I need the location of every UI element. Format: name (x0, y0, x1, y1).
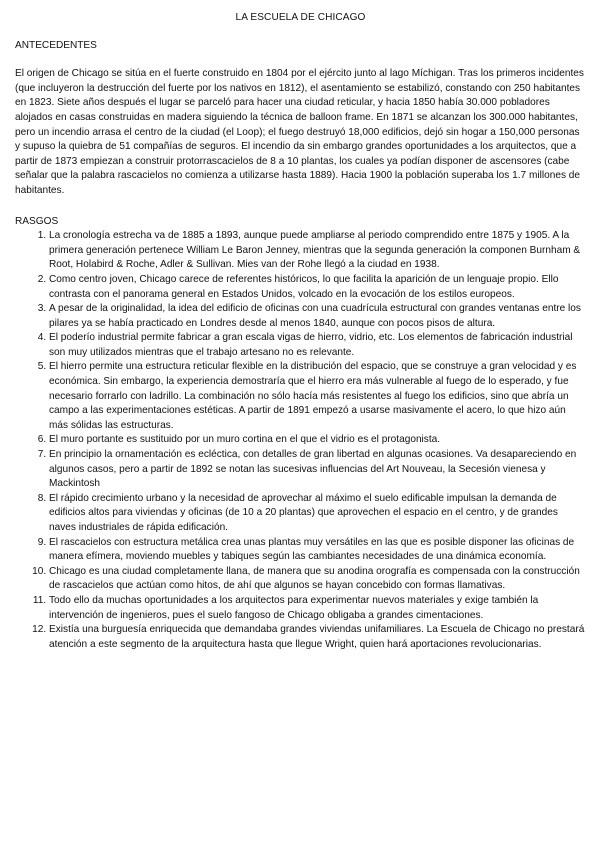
list-item: 11. Todo ello da muchas oportunidades a los arquitectos para experimentar nuevos materiales y exige también la intervención de ingenieros, pues el suelo fangoso de Chicago obligaba a grandes cimentaciones. (49, 594, 586, 623)
list-item: 5. El hierro permite una estructura reticular flexible en la distribución del espacio, que se construye a gran velocidad y es económica. Sin embargo, la experiencia demostraría que el hierro era más vulnerable al fuego de lo esperado, y fue necesario forrarlo con ladrillo. La combinación no sólo hacía más resistentes al fuego los edificios, sino que abría un campo a las experimentaciones estéticas. A partir de 1891 empezó a usarse masivamente el acero, lo que hizo aún más sólidas las estructuras. (49, 360, 586, 433)
list-item: 6. El muro portante es sustituido por un muro cortina en el que el vidrio es el protagonista. (49, 433, 586, 448)
list-item: 2. Como centro joven, Chicago carece de referentes históricos, lo que facilita la aparición de un lenguaje propio. Ello contrasta con el panorama general en Estados Unidos, volcado en la evocación de los estilos europeos. (49, 273, 586, 302)
list-item: 3. A pesar de la originalidad, la idea del edificio de oficinas con una cuadrícula estructural con grandes ventanas entre los pilares ya se había practicado en Londres desde al menos 1840, aunque con pocos pisos de altura. (49, 302, 586, 331)
rasgos-heading: RASGOS (15, 215, 59, 227)
list-item: 12. Existía una burguesía enriquecida que demandaba grandes viviendas unifamiliares. La Escuela de Chicago no prestará atención a este segmento de la arquitectura hasta que llegue Wright, quien hará aportaciones revolucionarias. (49, 623, 586, 652)
document-title: LA ESCUELA DE CHICAGO (235, 12, 366, 23)
antecedentes-paragraph: El origen de Chicago se sitúa en el fuerte construido en 1804 por el ejército junto al lago Míchigan. Tras los primeros incidentes (que incluyeron la destrucción del fuerte por los nativos en 1812), el asentamiento se estabilizó, constando con 250 habitantes en 1823. Siete años después el lugar se parceló para hacer una ciudad reticular, y hacia 1850 había 30.000 pobladores alojados en casas construidas en madera siguiendo la técnica de balloon frame. En 1871 se alcanzan los 300.000 habitantes, pero un incendio arrasa el centro de la ciudad (el Loop); el fuego destruyó 18,000 edificios, dejó sin hogar a 150,000 personas y supuso la quiebra de 51 compañías de seguros. El incendio da sin embargo grandes oportunidades a los arquitectos, que a partir de 1873 empiezan a construir protorrascacielos de 8 a 10 plantas, los cuales ya podían disponer de ascensores (cabe señalar que la palabra rascacielos no comienza a utilizarse hasta 1889). Hacia 1900 la población superaba los 1.7 millones de habitantes. (15, 68, 584, 196)
antecedentes-heading: ANTECEDENTES (15, 39, 97, 51)
list-item: 10. Chicago es una ciudad completamente llana, de manera que su anodina orografía es compensada con la construcción de rascacielos que actúan como hitos, de ahí que algunos se hayan concebido con formas llamativas. (49, 565, 586, 594)
list-item: 8. El rápido crecimiento urbano y la necesidad de aprovechar al máximo el suelo edificable impulsan la demanda de edificios altos para viviendas y oficinas (de 10 a 20 plantas) que aprovechen el espacio en el centro, y de grandes naves industriales de rápida edificación. (49, 492, 586, 536)
list-item: 7. En principio la ornamentación es ecléctica, con detalles de gran libertad en algunas ocasiones. Va desapareciendo en algunos casos, pero a partir de 1892 se notan las sucesivas influencias del Art Nouveau, la Secesión vienesa y Mackintosh (49, 448, 586, 492)
list-item: 1. La cronología estrecha va de 1885 a 1893, aunque puede ampliarse al periodo comprendido entre 1875 y 1905. A la primera generación pertenece William Le Baron Jenney, mientras que la segunda generación la componen Burnham & Root, Holabird & Roche, Adler & Sullivan. Mies van der Rohe llegó a la ciudad en 1938. (49, 229, 586, 273)
list-item: 9. El rascacielos con estructura metálica crea unas plantas muy versátiles en las que es posible disponer las oficinas de manera efímera, moviendo muebles y tabiques según las cambiantes necesidades de una dinámica economía. (49, 536, 586, 565)
list-item: 4. El poderío industrial permite fabricar a gran escala vigas de hierro, vidrio, etc. Los elementos de fabricación industrial son muy utilizados mientras que el trabajo artesano no es relevante. (49, 331, 586, 360)
rasgos-list (15, 229, 586, 652)
